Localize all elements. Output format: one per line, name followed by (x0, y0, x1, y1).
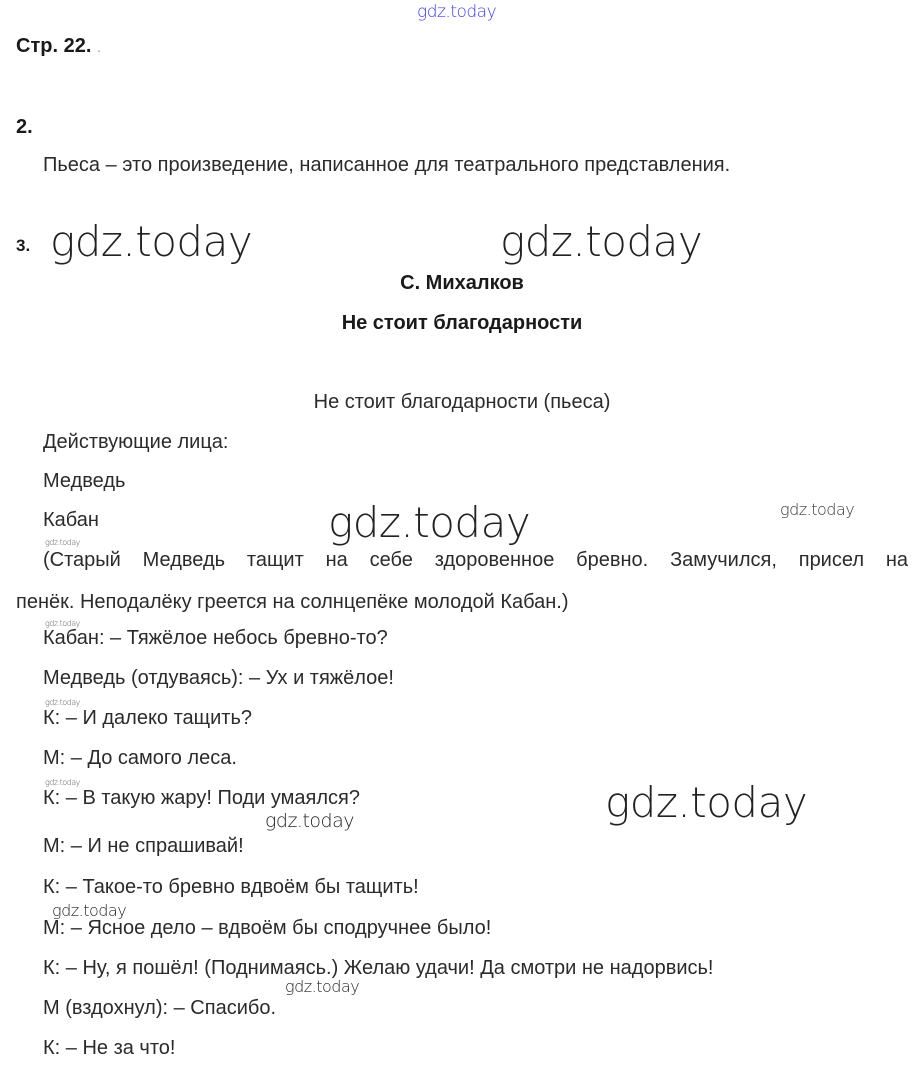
stage-direction: (Старый Медведь тащит на себе здоровенное бревно. Замучился, присел на (43, 549, 908, 571)
watermark-tiny: gdz.today (45, 538, 80, 547)
cast-item: Медведь (43, 470, 126, 492)
dialogue-line: М: – Ясное дело – вдвоём бы сподручнее было! (43, 917, 492, 939)
cast-label: Действующие лица: (43, 431, 229, 453)
watermark-medium: gdz.today (52, 901, 127, 920)
watermark-large: gdz.today (500, 217, 703, 266)
cast-item: Кабан (43, 509, 99, 531)
play-subtitle: Не стоит благодарности (пьеса) (313, 391, 611, 413)
watermark-large: gdz.today (50, 217, 253, 266)
dialogue-line: М: – До самого леса. (43, 747, 237, 769)
dialogue-line: М (вздохнул): – Спасибо. (43, 997, 277, 1019)
watermark-medium: gdz.today (285, 977, 360, 996)
dialogue-line: К: – Не за что! (43, 1037, 176, 1059)
page-suffix: . (96, 39, 101, 55)
dialogue-line: Кабан: – Тяжёлое небось бревно-то? (43, 627, 388, 649)
play-title: Не стоит благодарности (341, 312, 583, 334)
watermark-medium: gdz.today (265, 810, 354, 832)
dialogue-line: К: – В такую жару! Поди умаялся? (43, 787, 361, 809)
watermark-tiny: gdz.today (45, 698, 80, 707)
task-3-number: 3. (16, 236, 31, 255)
task-2-number: 2. (16, 116, 33, 138)
watermark-tiny: gdz.today (45, 778, 80, 787)
dialogue-line: М: – И не спрашивай! (43, 835, 244, 857)
stage-direction-cont: пенёк. Неподалёку греется на солнцепёке молодой Кабан.) (16, 591, 569, 613)
watermark-top: gdz.today (417, 2, 497, 22)
dialogue-line: Медведь (отдуваясь): – Ух и тяжёлое! (43, 667, 394, 689)
author: С. Михалков (400, 272, 524, 294)
watermark-large: gdz.today (328, 498, 531, 547)
page-number (16, 34, 101, 59)
dialogue-line: К: – Ну, я пошёл! (Поднимаясь.) Желаю удачи! Да смотри не надорвись! (43, 957, 714, 979)
watermark-large: gdz.today (605, 778, 808, 827)
dialogue-line: К: – И далеко тащить? (43, 707, 253, 729)
page-label: Стр. 22. (16, 35, 92, 57)
task-2-answer: Пьеса – это произведение, написанное для театрального представления. (43, 154, 731, 176)
watermark-tiny: gdz.today (45, 619, 80, 628)
watermark-small: gdz.today (780, 500, 855, 519)
dialogue-line: К: – Такое-то бревно вдвоём бы тащить! (43, 876, 419, 898)
